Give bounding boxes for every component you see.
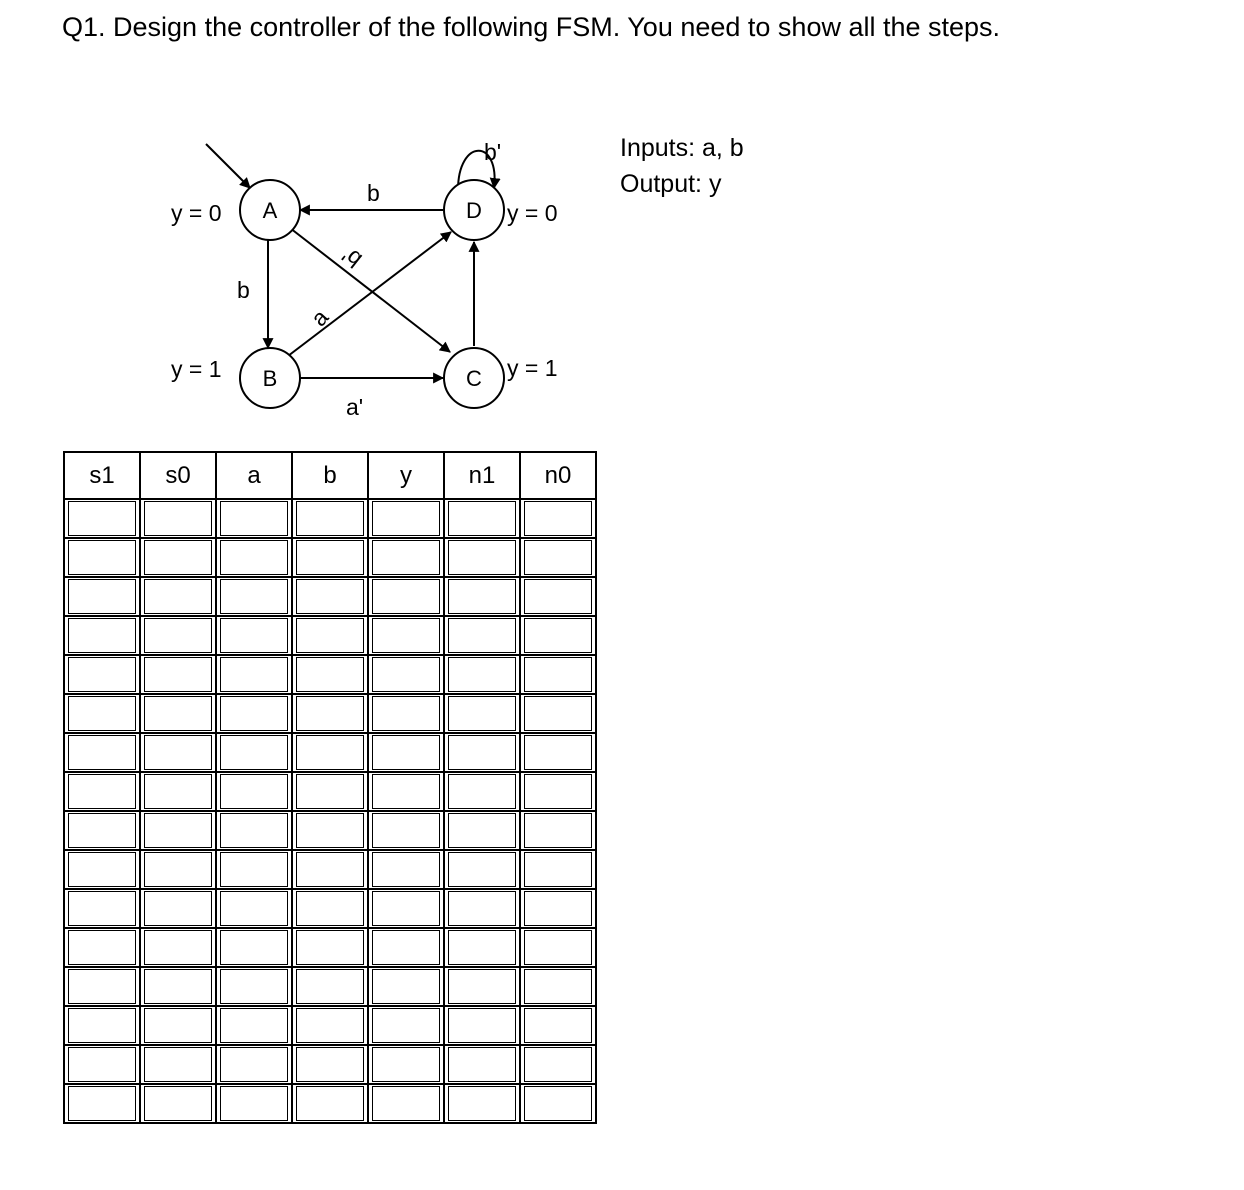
output-label: Output: y [620, 170, 722, 198]
table-cell[interactable] [444, 889, 520, 928]
table-cell[interactable] [216, 889, 292, 928]
table-cell[interactable] [368, 538, 444, 577]
table-cell[interactable] [64, 1084, 140, 1123]
table-cell[interactable] [292, 1006, 368, 1045]
table-row [64, 850, 596, 889]
table-cell[interactable] [216, 655, 292, 694]
header-s0: s0 [140, 452, 216, 499]
table-row [64, 694, 596, 733]
table-cell[interactable] [444, 772, 520, 811]
table-cell[interactable] [216, 694, 292, 733]
label-d-to-a: b [367, 180, 380, 206]
state-c-label: C [466, 366, 482, 391]
table-cell[interactable] [64, 577, 140, 616]
arrow-a-to-c [290, 228, 450, 352]
table-cell[interactable] [520, 1006, 596, 1045]
table-cell[interactable] [140, 577, 216, 616]
table-cell[interactable] [520, 733, 596, 772]
state-b-output: y = 1 [171, 356, 222, 382]
table-body [64, 499, 596, 1123]
table-row [64, 538, 596, 577]
table-row [64, 577, 596, 616]
table-cell[interactable] [140, 889, 216, 928]
table-cell[interactable] [292, 1084, 368, 1123]
table-cell[interactable] [64, 811, 140, 850]
arrow-b-to-d [288, 232, 451, 356]
table-cell[interactable] [368, 928, 444, 967]
table-cell[interactable] [216, 616, 292, 655]
table-cell[interactable] [216, 1084, 292, 1123]
state-c-output: y = 1 [507, 355, 558, 381]
inputs-label: Inputs: a, b [620, 134, 744, 162]
table-row [64, 616, 596, 655]
table-header-row [64, 452, 596, 499]
table-cell[interactable] [368, 577, 444, 616]
table-row [64, 772, 596, 811]
table-cell[interactable] [520, 967, 596, 1006]
state-d-label: D [466, 198, 482, 223]
state-b-label: B [262, 366, 278, 391]
table-cell[interactable] [368, 811, 444, 850]
table-cell[interactable] [292, 889, 368, 928]
table-cell[interactable] [368, 733, 444, 772]
fsm-diagram [0, 0, 1244, 450]
table-cell[interactable] [216, 577, 292, 616]
table-cell[interactable] [292, 928, 368, 967]
table-cell[interactable] [368, 655, 444, 694]
table-cell[interactable] [520, 499, 596, 538]
table-cell[interactable] [292, 616, 368, 655]
table-cell[interactable] [216, 967, 292, 1006]
table-row [64, 928, 596, 967]
table-cell[interactable] [520, 811, 596, 850]
table-cell[interactable] [216, 1006, 292, 1045]
table-row [64, 1006, 596, 1045]
table-cell[interactable] [292, 577, 368, 616]
table-cell[interactable] [520, 577, 596, 616]
table-cell[interactable] [140, 655, 216, 694]
table-cell[interactable] [368, 889, 444, 928]
table-cell[interactable] [140, 967, 216, 1006]
table-cell[interactable] [444, 1045, 520, 1084]
header-y: y [368, 452, 444, 499]
table-cell[interactable] [292, 655, 368, 694]
table-row [64, 1084, 596, 1123]
state-a [240, 180, 300, 240]
state-c [444, 348, 504, 408]
table-cell[interactable] [64, 733, 140, 772]
table-cell[interactable] [64, 772, 140, 811]
label-d-self-loop: b' [484, 139, 502, 165]
table-row [64, 499, 596, 538]
table-cell[interactable] [216, 772, 292, 811]
table-cell[interactable] [444, 1006, 520, 1045]
table-cell[interactable] [140, 1045, 216, 1084]
table-cell[interactable] [140, 1006, 216, 1045]
state-a-label: A [262, 198, 278, 223]
table-cell[interactable] [520, 928, 596, 967]
label-a-to-c: b' [336, 242, 367, 274]
table-cell[interactable] [368, 1006, 444, 1045]
table-cell[interactable] [368, 616, 444, 655]
table-cell[interactable] [520, 538, 596, 577]
table-cell[interactable] [368, 1045, 444, 1084]
table-cell[interactable] [444, 499, 520, 538]
table-cell[interactable] [444, 928, 520, 967]
table-cell[interactable] [520, 616, 596, 655]
table-cell[interactable] [216, 538, 292, 577]
table-cell[interactable] [520, 772, 596, 811]
table-cell[interactable] [368, 772, 444, 811]
table-cell[interactable] [216, 499, 292, 538]
start-arrow [206, 144, 250, 188]
table-cell[interactable] [368, 499, 444, 538]
table-cell[interactable] [444, 616, 520, 655]
table-cell[interactable] [292, 772, 368, 811]
table-row [64, 889, 596, 928]
table-cell[interactable] [520, 889, 596, 928]
table-cell[interactable] [216, 733, 292, 772]
table-cell[interactable] [292, 538, 368, 577]
table-cell[interactable] [64, 928, 140, 967]
table-cell[interactable] [216, 928, 292, 967]
table-cell[interactable] [444, 733, 520, 772]
table-cell[interactable] [216, 850, 292, 889]
table-row [64, 1045, 596, 1084]
table-cell[interactable] [520, 1045, 596, 1084]
table-cell[interactable] [368, 1084, 444, 1123]
question-text: Q1. Design the controller of the following FSM. You need to show all the steps. [62, 12, 1001, 42]
table-cell[interactable] [444, 577, 520, 616]
header-a: a [216, 452, 292, 499]
table-cell[interactable] [520, 694, 596, 733]
truth-table [63, 451, 597, 1124]
table-cell[interactable] [368, 967, 444, 1006]
table-cell[interactable] [444, 1084, 520, 1123]
table-cell[interactable] [64, 967, 140, 1006]
table-cell[interactable] [64, 1006, 140, 1045]
table-cell[interactable] [520, 655, 596, 694]
state-a-output: y = 0 [171, 200, 222, 226]
state-d [444, 180, 504, 240]
table-cell[interactable] [292, 1045, 368, 1084]
table-row [64, 733, 596, 772]
table-row [64, 811, 596, 850]
table-cell[interactable] [292, 733, 368, 772]
table-cell[interactable] [520, 850, 596, 889]
table-cell[interactable] [444, 967, 520, 1006]
table-cell[interactable] [64, 616, 140, 655]
label-b-to-d: a [305, 304, 334, 332]
table-cell[interactable] [520, 1084, 596, 1123]
table-cell[interactable] [292, 499, 368, 538]
table-cell[interactable] [64, 538, 140, 577]
table-cell[interactable] [216, 1045, 292, 1084]
table-cell[interactable] [444, 811, 520, 850]
state-d-output: y = 0 [507, 200, 558, 226]
table-cell[interactable] [216, 811, 292, 850]
table-cell[interactable] [64, 889, 140, 928]
table-cell[interactable] [444, 655, 520, 694]
table-cell[interactable] [444, 538, 520, 577]
table-cell[interactable] [140, 499, 216, 538]
table-cell[interactable] [64, 694, 140, 733]
label-b-to-c: a' [346, 394, 364, 420]
table-cell[interactable] [368, 694, 444, 733]
table-cell[interactable] [140, 616, 216, 655]
table-cell[interactable] [292, 694, 368, 733]
table-cell[interactable] [64, 655, 140, 694]
table-row [64, 967, 596, 1006]
header-s1: s1 [64, 452, 140, 499]
table-cell[interactable] [64, 1045, 140, 1084]
table-cell[interactable] [64, 499, 140, 538]
state-b [240, 348, 300, 408]
table-cell[interactable] [444, 694, 520, 733]
table-cell[interactable] [64, 850, 140, 889]
table-cell[interactable] [140, 538, 216, 577]
table-cell[interactable] [292, 967, 368, 1006]
table-cell[interactable] [140, 811, 216, 850]
header-n1: n1 [444, 452, 520, 499]
table-row [64, 655, 596, 694]
header-n0: n0 [520, 452, 596, 499]
table-cell[interactable] [444, 850, 520, 889]
header-b: b [292, 452, 368, 499]
table-cell[interactable] [140, 928, 216, 967]
table-cell[interactable] [140, 1084, 216, 1123]
table-cell[interactable] [292, 850, 368, 889]
label-a-to-b: b [237, 277, 250, 303]
table-cell[interactable] [140, 733, 216, 772]
table-cell[interactable] [140, 850, 216, 889]
io-info [620, 130, 744, 202]
table-cell[interactable] [292, 811, 368, 850]
table-cell[interactable] [140, 694, 216, 733]
table-cell[interactable] [368, 850, 444, 889]
table-cell[interactable] [140, 772, 216, 811]
